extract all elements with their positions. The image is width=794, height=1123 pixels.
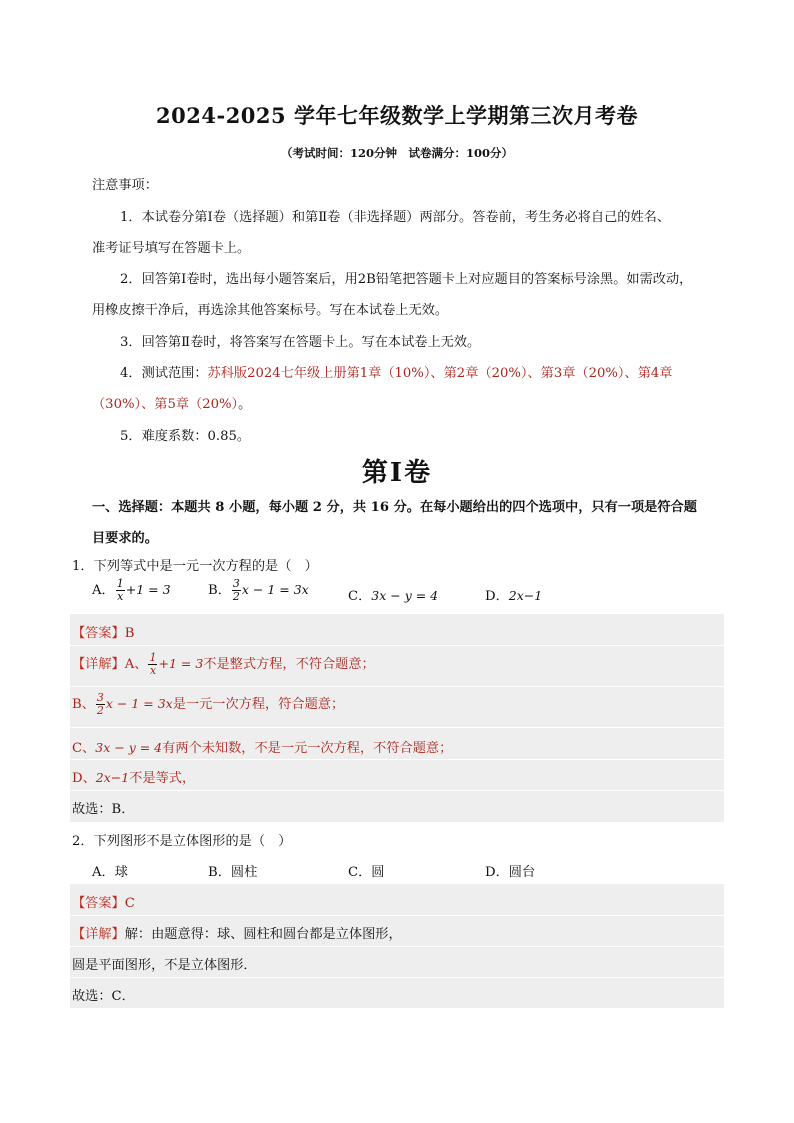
detail-c-text: 有两个未知数，不是一元一次方程，不符合题意； bbox=[162, 741, 453, 756]
q1-option-d-label: D． bbox=[485, 589, 509, 604]
q1-detail-b bbox=[72, 692, 720, 717]
q1-answer bbox=[72, 622, 720, 641]
frac-den: x bbox=[117, 590, 124, 603]
q1-option-c-expr: 3x − y = 4 bbox=[371, 588, 439, 603]
q1-option-b-fraction bbox=[232, 578, 241, 603]
note-5: 5．难度系数：0.85。 bbox=[120, 429, 251, 444]
note-1-line-2: 准考证号填写在答题卡上。 bbox=[92, 241, 251, 256]
q1-option-b-rest: x − 1 = 3x bbox=[241, 582, 309, 597]
q2-detail-line-2: 圆是平面图形，不是立体图形． bbox=[72, 958, 257, 973]
detail-d-expr: 2x−1 bbox=[95, 770, 130, 785]
detail-b-fraction bbox=[96, 692, 105, 717]
q2-option-d: D．圆台 bbox=[485, 865, 536, 880]
answer-label: 【答案】 bbox=[72, 896, 125, 911]
section-instruction-line-2: 目要求的。 bbox=[92, 531, 158, 546]
answer-value: C bbox=[124, 896, 135, 911]
note-4-prefix: 4．测试范围： bbox=[120, 366, 208, 381]
exam-subtitle: （考试时间：120分钟 试卷满分：100分） bbox=[280, 146, 513, 160]
detail-label: 【详解】 bbox=[72, 927, 125, 942]
frac-den: 2 bbox=[96, 704, 104, 717]
note-4-line-2 bbox=[92, 393, 251, 412]
q1-option-c bbox=[348, 585, 438, 604]
section-instruction-line-1: 一、选择题：本题共 8 小题，每小题 2 分，共 16 分。在每小题给出的四个选项中，只有一项是符合题 bbox=[92, 500, 697, 515]
q2-answer bbox=[72, 892, 720, 911]
answer-value: B bbox=[124, 626, 135, 641]
detail-a-text: 不是整式方程，不符合题意； bbox=[203, 657, 375, 672]
separator bbox=[70, 915, 724, 916]
q2-option-c: C．圆 bbox=[348, 865, 385, 880]
note-3: 3．回答第Ⅱ卷时，将答案写在答题卡上。写在本试卷上无效。 bbox=[120, 335, 481, 350]
q1-option-d-expr: 2x−1 bbox=[508, 588, 543, 603]
q1-conclusion: 故选：B． bbox=[72, 802, 135, 817]
notes-heading: 注意事项： bbox=[92, 178, 158, 193]
detail-d-prefix: D、 bbox=[72, 771, 96, 786]
frac-num: 1 bbox=[116, 577, 124, 590]
note-2-line-2: 用橡皮擦干净后，再选涂其他答案标号。写在本试卷上无效。 bbox=[92, 303, 449, 318]
detail-b-prefix: B、 bbox=[72, 697, 95, 712]
q1-option-b-label: B． bbox=[208, 583, 231, 598]
separator bbox=[70, 645, 724, 646]
separator bbox=[70, 727, 724, 728]
q1-option-a-label: A． bbox=[92, 583, 115, 598]
note-4-range: 苏科版2024七年级上册第1章（10%）、第2章（20%）、第3章（20%）、第4章 bbox=[207, 366, 673, 381]
detail-a-prefix: A、 bbox=[124, 657, 148, 672]
frac-num: 3 bbox=[96, 691, 104, 704]
separator bbox=[70, 790, 724, 791]
detail-b-text: 是一元一次方程，符合题意； bbox=[172, 697, 345, 712]
q1-option-a-rest: +1 = 3 bbox=[125, 582, 171, 597]
q1-option-a bbox=[92, 578, 171, 603]
q1-detail-d bbox=[72, 767, 720, 786]
detail-a-rest: +1 = 3 bbox=[158, 656, 204, 671]
q1-detail-a bbox=[72, 652, 720, 677]
detail-label: 【详解】 bbox=[72, 657, 125, 672]
q1-option-c-label: C． bbox=[348, 589, 372, 604]
q2-stem: 2．下列图形不是立体图形的是（ ） bbox=[72, 834, 292, 849]
separator bbox=[70, 686, 724, 687]
q2-detail-line-1 bbox=[72, 923, 720, 942]
exam-title: 2024-2025 学年七年级数学上学期第三次月考卷 bbox=[156, 103, 638, 128]
note-4-suffix: 。 bbox=[238, 397, 252, 412]
detail-b-rest: x − 1 = 3x bbox=[105, 696, 173, 711]
frac-num: 1 bbox=[149, 651, 157, 664]
note-4-range-cont: （30%）、第5章（20%） bbox=[92, 397, 239, 412]
note-1-line-1: 1．本试卷分第Ⅰ卷（选择题）和第Ⅱ卷（非选择题）两部分。答卷前，考生务必将自己的姓名、 bbox=[120, 210, 671, 225]
detail-a-fraction bbox=[148, 652, 157, 677]
q1-option-b bbox=[208, 578, 309, 603]
q1-option-a-fraction bbox=[116, 578, 125, 603]
q2-option-a: A．球 bbox=[92, 865, 128, 880]
frac-den: 2 bbox=[232, 590, 240, 603]
frac-num: 3 bbox=[232, 577, 240, 590]
detail-c-expr: 3x − y = 4 bbox=[95, 740, 163, 755]
separator bbox=[70, 759, 724, 760]
q2-conclusion: 故选：C． bbox=[72, 989, 135, 1004]
separator bbox=[70, 946, 724, 947]
detail-text: 解：由题意得：球、圆柱和圆台都是立体图形， bbox=[124, 927, 402, 942]
q1-detail-c bbox=[72, 737, 720, 756]
detail-c-prefix: C、 bbox=[72, 741, 96, 756]
q1-stem: 1．下列等式中是一元一次方程的是（ ） bbox=[72, 559, 318, 574]
answer-label: 【答案】 bbox=[72, 626, 125, 641]
detail-d-text: 不是等式， bbox=[129, 771, 196, 786]
section-heading: 第Ⅰ卷 bbox=[361, 458, 433, 488]
q2-option-b: B．圆柱 bbox=[208, 865, 258, 880]
note-4-line-1 bbox=[120, 362, 672, 381]
separator bbox=[70, 977, 724, 978]
q1-option-d bbox=[485, 585, 542, 604]
frac-den: x bbox=[149, 664, 157, 677]
note-2-line-1: 2．回答第Ⅰ卷时，选出每小题答案后，用2B铅笔把答题卡上对应题目的答案标号涂黑。如需改动， bbox=[120, 272, 693, 287]
